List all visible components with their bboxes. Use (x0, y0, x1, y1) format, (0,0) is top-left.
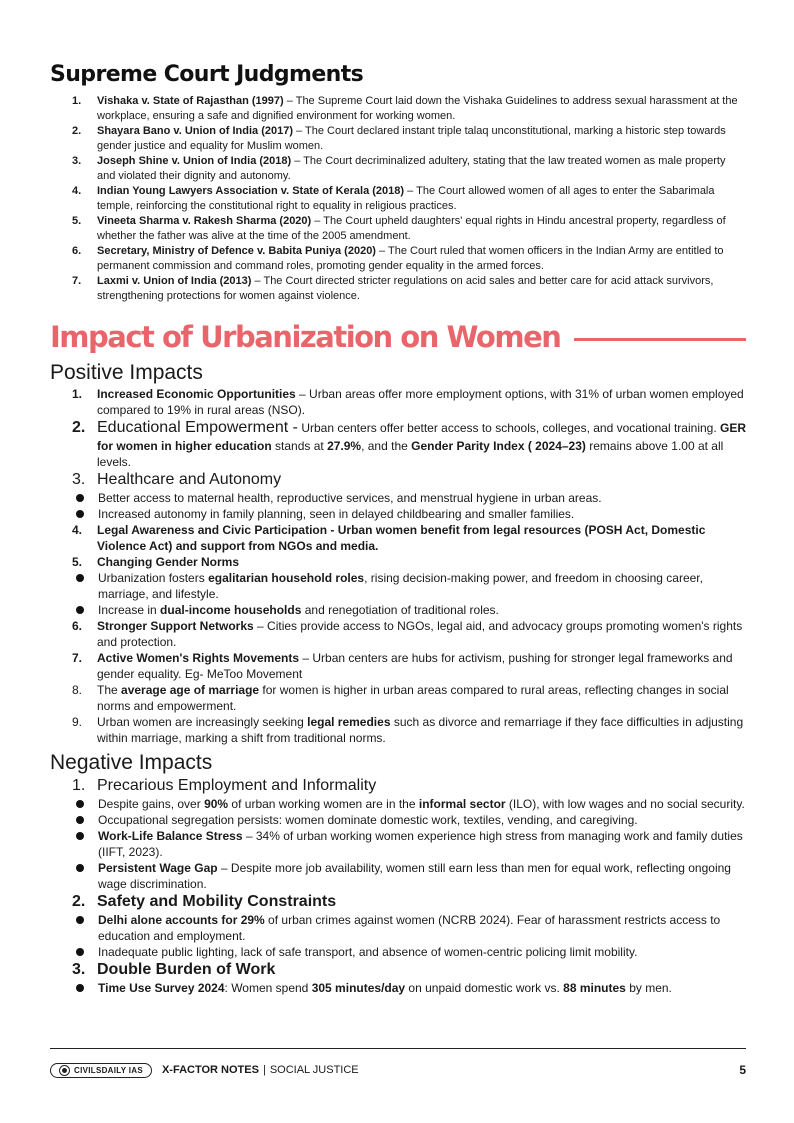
bullet-item: Increase in dual-income households and renegotiation of traditional roles. (50, 602, 746, 618)
bullet-item: Urbanization fosters egalitarian household roles, rising decision-making power, and freedom in choosing career, marriage, and lifestyle. (50, 570, 746, 602)
bullet-item: Time Use Survey 2024: Women spend 305 minutes/day on unpaid domestic work vs. 88 minutes by men. (50, 980, 746, 996)
footer-notes-label: X-FACTOR NOTES (161, 1064, 259, 1076)
footer-separator: | (262, 1064, 266, 1076)
bullet-item: Persistent Wage Gap – Despite more job availability, women still earn less than men for equal work, reflecting ongoing wage discrimination. (50, 860, 746, 892)
logo-icon (59, 1065, 70, 1076)
list-item: 7. Laxmi v. Union of India (2013) – The Court directed stricter regulations on acid sales and better care for acid attack survivors, strengthening protections for women against violence. (72, 275, 714, 302)
list-item: 1. Increased Economic Opportunities – Urban areas offer more employment options, with 31% of urban women employed compared to 19% in rural areas (NSO). (72, 387, 744, 417)
list-item: 2. Safety and Mobility Constraints Delhi alone accounts for 29% of urban crimes against women (NCRB 2024). Fear of harassment restricts access to education and employment. Inadequate public lighting, lack of safe transport, and absence of women-centric policing limit mobility. (50, 892, 746, 960)
list-item: 7. Active Women's Rights Movements – Urban centers are hubs for activism, pushing for stronger legal frameworks and gender equality. Eg- MeToo Movement (72, 651, 733, 681)
list-item: 1. Vishaka v. State of Rajasthan (1997) – The Supreme Court laid down the Vishaka Guidelines to address sexual harassment at the workplace, ensuring a safe and dignified environment for working women. (72, 95, 738, 122)
list-item: 1. Precarious Employment and Informality Despite gains, over 90% of urban working women are in the informal sector (ILO), with low wages and no social security. Occupational segregation persists: women dominate domestic work, textiles, vending, and caregiving. Work-Life Balance Stress – 34% of urban working women experience high stress from managing work and family duties (IIFT, 2023). Persistent Wage Gap – Despite more job availability, women still earn less than men for equal work, reflecting ongoing wage discrimination. (50, 776, 746, 892)
bullet-list (50, 980, 746, 996)
list-item: 4. Indian Young Lawyers Association v. State of Kerala (2018) – The Court allowed women of all ages to enter the Sabarimala temple, reinforcing the constitutional right to equality in religious practices. (72, 185, 715, 212)
page-content (50, 60, 746, 996)
supreme-court-heading: Supreme Court Judgments (50, 62, 364, 87)
brand-logo: CIVILSDAILY IAS (50, 1063, 152, 1078)
list-item: 8. The average age of marriage for women is higher in urban areas compared to rural areas, reflecting changes in social norms and empowerment. (72, 683, 729, 713)
list-item: 3. Healthcare and Autonomy Better access to maternal health, reproductive services, and menstrual hygiene in urban areas. Increased autonomy in family planning, seen in delayed childbearing and smaller families. (50, 470, 746, 522)
bullet-item: Delhi alone accounts for 29% of urban crimes against women (NCRB 2024). Fear of harassment restricts access to education and employment. (50, 912, 746, 944)
footer-section: SOCIAL JUSTICE (269, 1064, 359, 1076)
bullet-item: Inadequate public lighting, lack of safe transport, and absence of women-centric policing limit mobility. (50, 944, 746, 960)
list-item: 3. Joseph Shine v. Union of India (2018) – The Court decriminalized adultery, stating that the law treated women as male property and violated their dignity and autonomy. (72, 155, 726, 182)
bullet-list (50, 912, 746, 960)
bullet-item: Work-Life Balance Stress – 34% of urban working women experience high stress from managing work and family duties (IIFT, 2023). (50, 828, 746, 860)
list-item: 2. Shayara Bano v. Union of India (2017) – The Court declared instant triple talaq unconstitutional, marking a historic step towards gender justice and equality for Muslim women. (72, 125, 726, 152)
list-item: 2. Educational Empowerment - Urban centers offer better access to schools, colleges, and vocational training. GER for women in higher education stands at 27.9%, and the Gender Parity Index ( 2024–23) remains above 1.00 at all levels. (72, 419, 747, 469)
page-footer (50, 1048, 746, 1079)
page-number: 5 (739, 1063, 746, 1077)
bullet-list (50, 796, 746, 892)
list-item: 5. Vineeta Sharma v. Rakesh Sharma (2020) – The Court upheld daughters' equal rights in Hindu ancestral property, regardless of whether the father was alive at the time of the 2005 amendment. (72, 215, 726, 242)
list-item: 6. Secretary, Ministry of Defence v. Babita Puniya (2020) – The Court ruled that women officers in the Indian Army are entitled to permanent commission and command roles, promoting gender equality in the armed forces. (72, 245, 724, 272)
positive-impacts-heading: Positive Impacts (50, 361, 203, 384)
list-item: 5. Changing Gender Norms Urbanization fosters egalitarian household roles, rising decision-making power, and freedom in choosing career, marriage, and lifestyle. Increase in dual-income households and renegotiation of traditional roles. (50, 554, 746, 618)
positive-impacts-list (50, 386, 746, 746)
list-item: 3. Double Burden of Work Time Use Survey 2024: Women spend 305 minutes/day on unpaid domestic work vs. 88 minutes by men. (50, 960, 746, 996)
list-item: 6. Stronger Support Networks – Cities provide access to NGOs, legal aid, and advocacy groups promoting women's rights and protection. (72, 619, 743, 649)
bullet-list (50, 490, 746, 522)
bullet-item: Despite gains, over 90% of urban working women are in the informal sector (ILO), with low wages and no social security. (50, 796, 746, 812)
heading-rule (574, 338, 746, 341)
bullet-item: Better access to maternal health, reproductive services, and menstrual hygiene in urban areas. (50, 490, 746, 506)
bullet-item: Increased autonomy in family planning, seen in delayed childbearing and smaller families. (50, 506, 746, 522)
impact-heading: Impact of Urbanization on Women (50, 320, 561, 354)
list-item: 9. Urban women are increasingly seeking legal remedies such as divorce and remarriage if they face difficulties in adjusting within marriage, marking a shift from traditional norms. (72, 715, 744, 745)
bullet-list (50, 570, 746, 618)
bullet-item: Occupational segregation persists: women dominate domestic work, textiles, vending, and caregiving. (50, 812, 746, 828)
negative-impacts-heading: Negative Impacts (50, 751, 213, 774)
negative-impacts-list (50, 776, 746, 996)
judgments-list (50, 94, 746, 304)
impact-heading-row (50, 316, 746, 358)
list-item: 4. Legal Awareness and Civic Participation - Urban women benefit from legal resources (POSH Act, Domestic Violence Act) and support from NGOs and media. (72, 523, 706, 553)
